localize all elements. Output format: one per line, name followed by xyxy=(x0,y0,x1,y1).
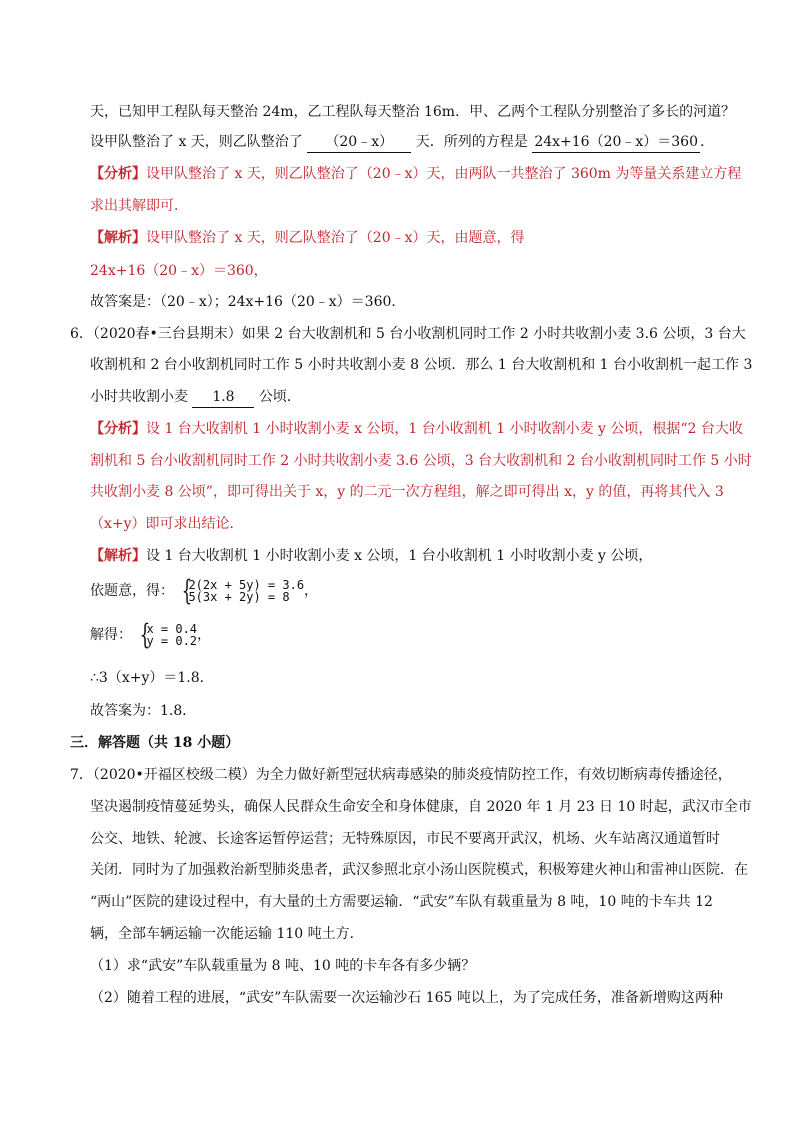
q5-blank2: 24x+16（20﹣x）＝360 xyxy=(532,132,700,153)
equation-system-2: { x = 0.4 y = 0.2 xyxy=(140,618,198,651)
q7-line2: 坚决遏制疫情蔓延势头，确保人民群众生命安全和身体健康，自 2020 年 1 月 23 日 10 时起，武汉市全市 xyxy=(90,799,752,815)
solution-tag: 【解析】 xyxy=(90,230,146,246)
q7-line1: 7．（2020•开福区校级二模）为全力做好新型冠状病毒感染的肺炎疫情防控工作，有效切断病毒传播途径， xyxy=(70,767,732,783)
equation-system-1: { 2(2x + 5y) = 3.6 5(3x + 2y) = 8 xyxy=(182,574,305,607)
q5-line2-b: 天．所列的方程是 xyxy=(415,134,528,150)
q5-blank1: （20﹣x） xyxy=(307,132,411,153)
q5-answer: 故答案是：（20﹣x）；24x+16（20﹣x）＝360． xyxy=(90,294,406,310)
q6-analysis-1: 【分析】设 1 台大收割机 1 小时收割小麦 x 公顷，1 台小收割机 1 小时收割小麦 y 公顷，根据“2 台大收 xyxy=(90,421,743,437)
q7-sub2: （2）随着工程的进展，“武安”车队需要一次运输沙石 165 吨以上，为了完成任务，准备新增购这两种 xyxy=(90,990,723,1006)
q5-line2-a: 设甲队整治了 x 天，则乙队整治了 xyxy=(90,134,303,150)
q6-analysis-2: 割机和 5 台小收割机同时工作 2 小时共收割小麦 3.6 公顷，3 台大收割机和 2 台小收割机同时工作 5 小时 xyxy=(90,453,752,469)
q7-line4: 关闭．同时为了加强救治新型肺炎患者，武汉参照北京小汤山医院模式，积极筹建火神山和雷神山医院．在 xyxy=(90,862,748,878)
q6-analysis-3: 共收割小麦 8 公顷”，即可得出关于 x，y 的二元一次方程组，解之即可得出 x，y 的值，再将其代入 3 xyxy=(90,484,724,500)
q5-line1: 天，已知甲工程队每天整治 24m，乙工程队每天整治 16m．甲、乙两个工程队分别整治了多长的河道？ xyxy=(90,104,736,120)
q6-system-1: 依题意，得： { 2(2x + 5y) = 3.6 5(3x + 2y) = 8 ， xyxy=(90,574,319,607)
q7-line3: 公交、地铁、轮渡、长途客运暂停运营；无特殊原因，市民不要离开武汉，机场、火车站离汉通道暂时 xyxy=(90,831,720,847)
q6-conclusion: ∴3（x+y）＝1.8． xyxy=(90,670,214,686)
q7-line6: 辆，全部车辆运输一次能运输 110 吨土方． xyxy=(90,926,364,942)
q5-solution-2: 24x+16（20﹣x）＝360， xyxy=(90,263,268,279)
q6-system-2: 解得： { x = 0.4 y = 0.2 ， xyxy=(90,618,212,651)
q5-analysis-2: 求出其解即可． xyxy=(90,198,188,214)
analysis-tag: 【分析】 xyxy=(90,166,146,182)
q6-solution-1: 【解析】设 1 台大收割机 1 小时收割小麦 x 公顷，1 台小收割机 1 小时收割小麦 y 公顷， xyxy=(90,548,653,564)
q5-analysis-1: 【分析】设甲队整治了 x 天，则乙队整治了（20﹣x）天，由两队一共整治了 360m 为等量关系建立方程 xyxy=(90,166,742,182)
q6-blank: 1.8 xyxy=(192,387,254,408)
q6-line2: 收割机和 2 台小收割机同时工作 5 小时共收割小麦 8 公顷．那么 1 台大收割机和 1 台小收割机一起工作 3 xyxy=(90,357,753,373)
q7-sub1: （1）求“武安”车队载重量为 8 吨、10 吨的卡车各有多少辆？ xyxy=(90,958,476,974)
q7-line5: “两山”医院的建设过程中，有大量的土方需要运输．“武安”车队有载重量为 8 吨，10 吨的卡车共 12 xyxy=(90,894,713,910)
q6-answer: 故答案为：1.8． xyxy=(90,703,197,719)
q6-line3: 小时共收割小麦 1.8 公顷． xyxy=(90,387,301,408)
section-title: 三．解答题（共 18 小题） xyxy=(70,735,240,751)
q5-line2: 设甲队整治了 x 天，则乙队整治了 （20﹣x） 天．所列的方程是 24x+16（20﹣x）＝360 ． xyxy=(90,132,714,153)
q6-line1: 6．（2020春•三台县期末）如果 2 台大收割机和 5 台小收割机同时工作 2 小时共收割小麦 3.6 公顷，3 台大 xyxy=(70,326,746,342)
q6-analysis-4: （x+y）即可求出结论． xyxy=(90,516,244,532)
q5-solution-1: 【解析】设甲队整治了 x 天，则乙队整治了（20﹣x）天，由题意，得 xyxy=(90,230,525,246)
